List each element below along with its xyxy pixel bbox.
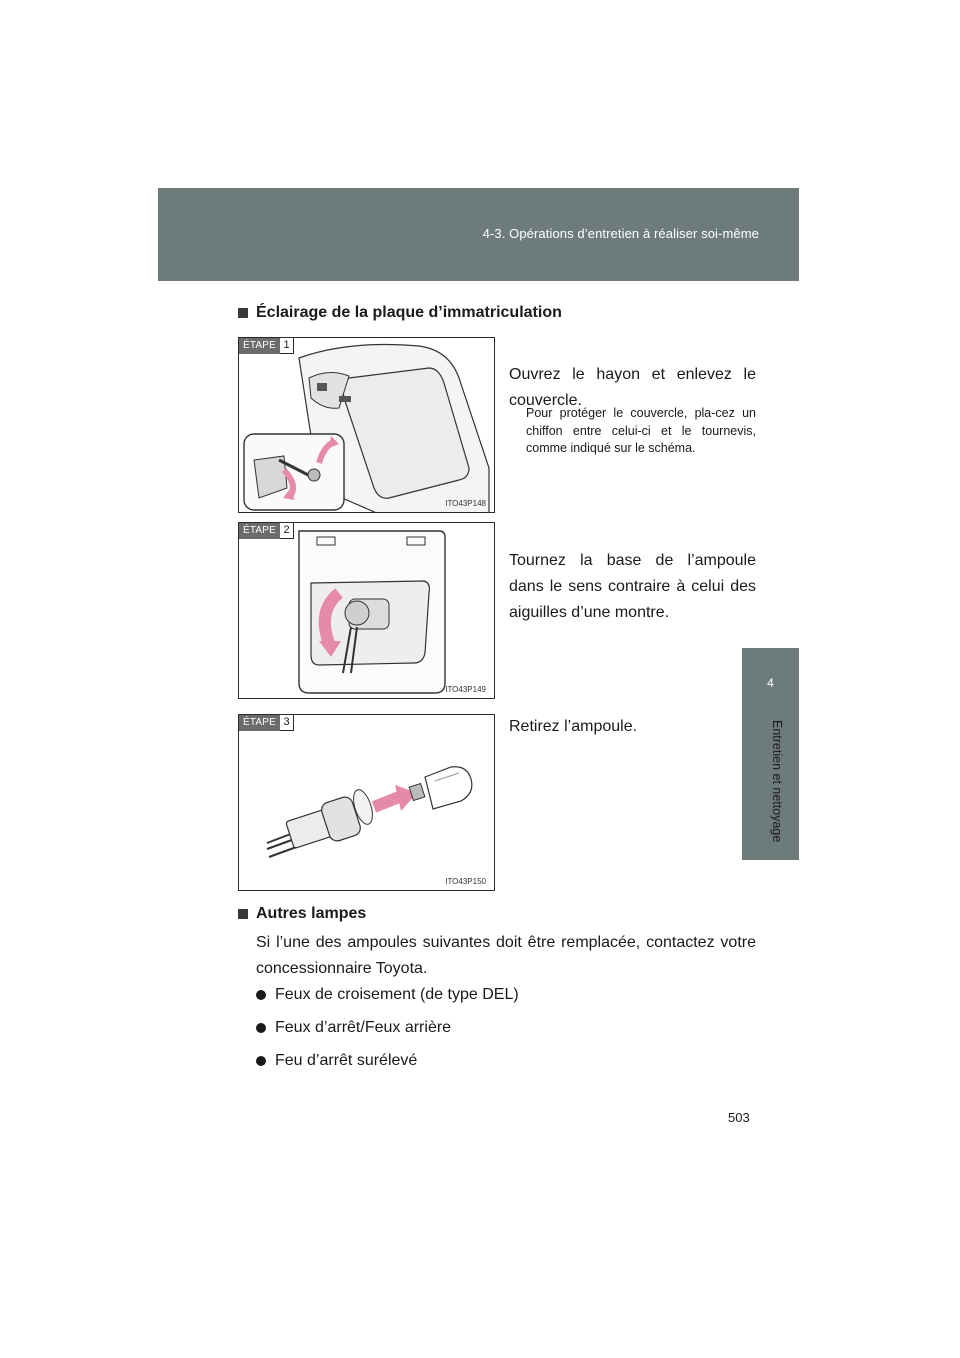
section-heading bbox=[238, 304, 562, 322]
other-lamps-paragraph: Si l’une des ampoules suivantes doit être remplacée, contactez votre concessionnaire Toyota. bbox=[256, 934, 756, 977]
step-word: ÉTAPE bbox=[239, 338, 280, 354]
step-3-text: Retirez l’ampoule. bbox=[509, 718, 638, 735]
bulb-socket-illustration bbox=[239, 523, 495, 699]
list-item bbox=[256, 1019, 451, 1037]
bulb-removal-illustration bbox=[239, 715, 495, 891]
step-word: ÉTAPE bbox=[239, 715, 280, 731]
other-lamps-title: Autres lampes bbox=[256, 905, 367, 922]
tailgate-cover-illustration bbox=[239, 338, 495, 513]
list-item-text: Feux de croisement (de type DEL) bbox=[275, 986, 519, 1003]
square-bullet-icon bbox=[238, 909, 248, 919]
figure-code: ITO43P150 bbox=[445, 877, 486, 886]
list-item-text: Feu d’arrêt surélevé bbox=[275, 1052, 418, 1069]
step-badge bbox=[239, 523, 294, 539]
figure-code: ITO43P149 bbox=[445, 685, 486, 694]
list-item bbox=[256, 986, 519, 1004]
step-1-text: Ouvrez le hayon et enlevez le couvercle. bbox=[509, 366, 756, 409]
step-number: 1 bbox=[280, 338, 294, 354]
other-lamps-heading bbox=[238, 905, 366, 923]
header-band bbox=[158, 188, 799, 281]
section-title: Éclairage de la plaque d’immatriculation bbox=[256, 304, 562, 321]
page-number: 503 bbox=[728, 1110, 750, 1125]
step-word: ÉTAPE bbox=[239, 523, 280, 539]
square-bullet-icon bbox=[238, 308, 248, 318]
figure-step-2 bbox=[238, 522, 495, 699]
step-badge bbox=[239, 715, 294, 731]
chapter-label: Entretien et nettoyage bbox=[770, 720, 784, 843]
step-1-note: Pour protéger le couvercle, pla-cez un chiffon entre celui-ci et le tournevis, comme indiqué sur le schéma. bbox=[526, 406, 756, 455]
figure-step-3 bbox=[238, 714, 495, 891]
bullet-dot-icon bbox=[256, 1023, 266, 1033]
step-badge bbox=[239, 338, 294, 354]
figure-code: ITO43P148 bbox=[445, 499, 486, 508]
figure-step-1 bbox=[238, 337, 495, 513]
step-2-text: Tournez la base de l’ampoule dans le sens contraire à celui des aiguilles d’une montre. bbox=[509, 552, 756, 621]
bullet-dot-icon bbox=[256, 1056, 266, 1066]
chapter-number: 4 bbox=[767, 676, 774, 690]
step-number: 2 bbox=[280, 523, 294, 539]
list-item bbox=[256, 1052, 417, 1070]
list-item-text: Feux d’arrêt/Feux arrière bbox=[275, 1019, 452, 1036]
bullet-dot-icon bbox=[256, 990, 266, 1000]
step-number: 3 bbox=[280, 715, 294, 731]
chapter-section-title: 4-3. Opérations d’entretien à réaliser soi-même bbox=[482, 226, 759, 241]
